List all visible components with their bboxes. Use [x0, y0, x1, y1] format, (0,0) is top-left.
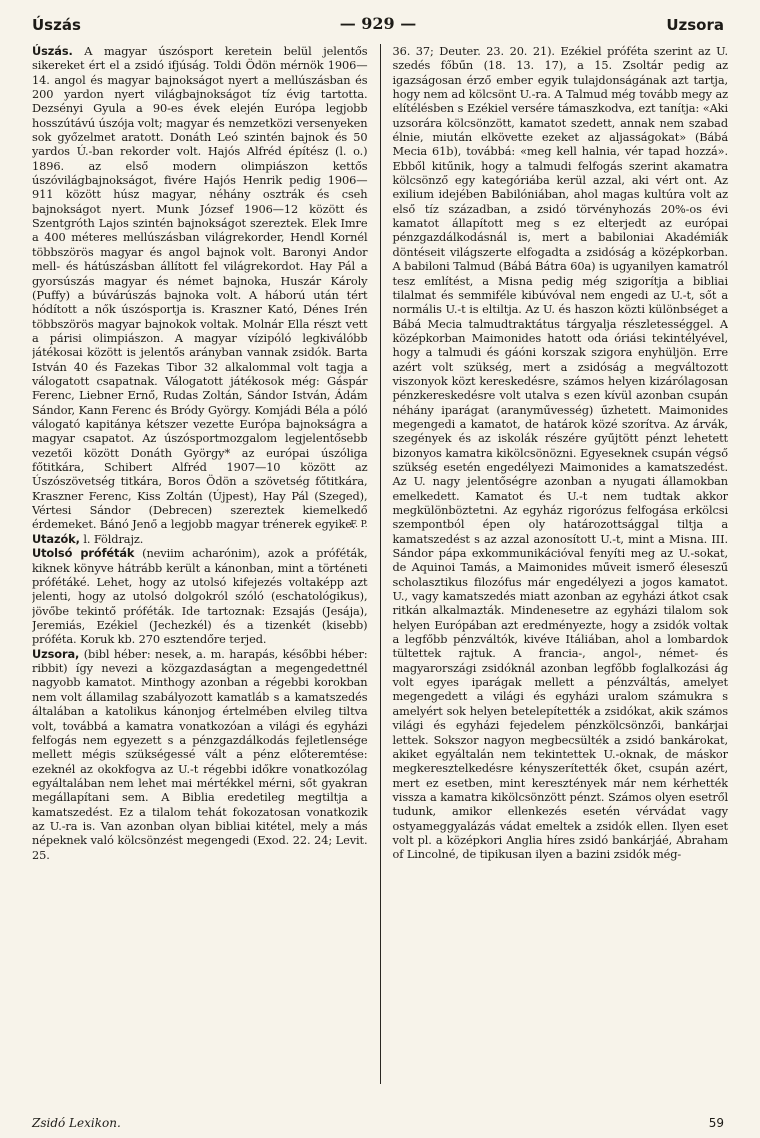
- entry-uzsora: [32, 647, 368, 862]
- entry-utolso-body: (neviim acharónim), azok a próféták, kiknek könyve hátrább került a kánonban, mint a történeti prófétáké. Lehet, hogy az utolsó kifejezés voltaképp azt jelenti, hogy az utolsó dolgokról szóló (eschatológikus), jövőbe tekintő próféták. Ide tartoznak: Ezsajás (Jesája), Jeremiás, Ezékiel (Jechezkél) és a tizenkét (kisebb) próféta. Koruk kb. 270 esztendőre terjed.: [32, 546, 368, 647]
- entry-utolso-profetak: [32, 546, 368, 646]
- entry-uzsora-continued: 36. 37; Deuter. 23. 20. 21). Ezékiel próféta szerint az U. szedés főbűn (18. 13. 17), a 15. Zsoltár pedig az igazságosan érző ember egyik tulajdonságának azt tartja, hogy nem ad kölcsönt U.-ra. A Talmud még tovább megy az elítélésben s Ezékiel versére támaszkodva, ezt tanítja: «Aki uzsorára kölcsönzött, kamatot szedett, annak nem szabad élnie, miután elkövette ezeket az aljasságokat» (Bábá Mecia 61b), továbbá: «meg kell halnia, vér tapad hozzá». Ebből kitűnik, hogy a talmudi felfogás szerint akamatra kölcsönző egy kategóriába kerül azzal, aki vért ont. Az exilium idejében Babilóniában, ahol magas kultúra volt az első tíz században, a zsidó törvényhozás 20%-os évi kamatot állapított meg s ez elterjedt az európai pénzgazdálkodásnál is, mert a babiloniai Akadémiák döntéseit világszerte elfogadta a zsidóság a középkorban. A babiloni Talmud (Bábá Bátra 60a) is ugyanilyen kamatról tesz említést, a Misna pedig még szigorítja a bibliai tilalmat és semmiféle kibúvóval nem engedi az U.-t, sőt a normális U.-t is eltiltja. Az U. és haszon közti különbséget a Bábá Mecia talmudtraktátus tárgyalja részletességgel. A középkorban Maimonides hatott oda óriási tekintélyével, hogy a talmudi és gáóni korszak szigora enyhüljön. Erre azért volt szükség, mert a zsidóság a megváltozott viszonyok közt kereskedésre, számos helyen kizárólagosan pénzkereskedésre volt utalva s ezen kívül azonban csupán néhány iparágat (aranyművesség) űzhetett. Maimonides megengedi a kamatot, de határok közé szorítva. Az árvák, szegények és az iskolák részére gyűjtött pénzt lehetett bizonyos kamatra kikölcsönözni. Egyeseknek csupán végső szükség esetén engedélyezi Maimonides a kamatszedést. Az U. nagy jelentőségre azonban a nyugati államokban emelkedett. Kamatot és U.-t nem tudtak akkor megkülönböztetni. Az egyház rigorózus felfogása erkölcsi szempontból épen oly határozottsággal tiltja a kamatszedést s az azzal azonosított U.-t, mint a Misna. III. Sándor pápa exkommunikációval fenyíti meg az U.-sokat, de Aquinoi Tamás, a Maimonides műveit ismerő éleseszű scholasztikus filozófus már engedélyezi a jogos kamatot. U., vagy kamatszedés miatt azonban az egyházi átkot csak ritkán alkalmazták. Mindenesetre az egyházi tilalom sok helyen Európában azt eredményezte, hogy a zsidók voltak a legfőbb pénzváltók, kivéve Itáliában, ahol a lombardok tültettek rajtuk. A francia-, angol-, német- és magyarországi zsidóknál azonban legfőbb foglalkozási ág volt egyes iparágak mellett a pénzváltás, amelyet megengedett a világi és egyházi uralom számukra s amelyért sok helyen betelepítették a zsidókat, akik számos világi és egyházi fejedelem pénzkölcsönzői, bankárjai lettek. Sokszor nagyon megbecsülték a zsidó bankárokat, akiket egyáltalán nem tekintettek U.-oknak, de máskor megkeresztelkedésre kényszerítették őket, csupán azért, mert ez esetben, mint keresztények már nem kérhették vissza a kamatra kikölcsönzött pénzt. Számos olyen esetről tudunk, amikor ellenkezés esetén vérvádat vagy ostyameggyalázás vádat emeltek a zsidók ellen. Ilyen eset volt pl. a középkori Anglia híres zsidó bankárjáé, Abraham of Lincolné, de tipikusan ilyen a bazini zsidók még-: [392, 44, 728, 862]
- running-head: [32, 14, 724, 38]
- entry-uszas: [32, 44, 368, 532]
- entry-uzsora-body: (bibl héber: nesek, a. m. harapás, későbbi héber: ribbit) így nevezi a közgazdaságtan a megengedettnél nagyobb kamatot. Minthogy azonban a régebbi korokban nem volt államilag szabályozott kamatláb s a kamatszedés általában a katolikus kánonjog értelmében elvileg tiltva volt, továbbá a kamatra vonatkozóan a világi és egyházi felfogás nem egyezett s a pénzgazdálkodás fejletlensége mellett mégis szükségessé vált a pénz előteremtése: ezeknél az okokfogva az U.-t régebbi időkre vonatkozólag egyáltalában nem lehet mai mértékkel mérni, sőt gyakran megállapítani sem. A Biblia eredetileg megtiltja a kamatszedést. Ez a tilalom tehát fokozatosan vonatkozik az U.-ra is. Van azonban olyan bibliai kitétel, mely a más népeknek való kölcsönzést megengedi (Exod. 22. 24; Levit. 25.: [32, 646, 368, 862]
- entry-uszas-signature: F. P.: [350, 519, 368, 530]
- header-right-keyword: Uzsora: [666, 16, 724, 34]
- footer-signature-number: 59: [708, 1116, 724, 1130]
- entry-uszas-body: A magyar úszósport keretein belül jelentős sikereket ért el a zsidó ifjúság. Toldi Ödön mérnök 1906—14. angol és magyar bajnokságot nyert a mellúszásban és 200 yardon nyert világbajnokságot tíz évig tartotta. Dezsényi Gyula a 90-es évek elején Európa legjobb hosszútávú úszója volt; magyar és nemzetközi versenyeken sok győzelmet aratott. Donáth Leó szintén bajnok és 50 yardos Ú.-ban rekorder volt. Hajós Alfréd építész (l. o.) 1896. az első modern olimpiászon kettős úszóvilágbajnokságot, fivére Hajós Henrik pedig 1906—911 között húsz magyar, néhány osztrák és cseh bajnokságot nyert. Munk József 1906—12 között és Szentgróth Lajos szintén bajnokságot szereztek. Elek Imre a 400 méteres mellúszásban világrekorder, Hendl Kornél többszörös magyar és angol bajnok volt. Baronyi Andor mell- és hátúszásban állított fel világrekordot. Hay Pál a gyorsúszás magyar és német bajnoka, Huszár Károly (Puffy) a búvárúszás bajnoka volt. A háború után tért hódított a nők úszósportja is. Kraszner Kató, Dénes Irén többszörös magyar bajnokok voltak. Molnár Ella részt vett a párisi olimpiászon. A magyar vízipóló legkiválóbb játékosai között is jelentős arányban vannak zsidók. Barta István 40 és Fazekas Tibor 32 alkalommal volt tagja a válogatott csapatnak. Válogatott játékosok még: Gáspár Ferenc, Liebner Ernő, Rudas Zoltán, Sándor István, Ádám Sándor, Kann Ferenc és Bródy György. Komjádi Béla a póló válogató kapitánya kétszer vezette Európa bajnokságra a magyar csapatot. Az úszósportmozgalom legjelentősebb vezetői között Donáth György* az európai úszóliga főtitkára, Schibert Alfréd 1907—10 között az Úszószövetség titkára, Boros Ödön a szövetség főtitkára, Kraszner Ferenc, Kiss Zoltán (Újpest), Hay Pál (Szeged), Vértesi Sándor (Debrecen) szereztek kiemelkedő érdemeket. Bánó Jenő a legjobb magyar trénerek egyike.: [32, 44, 368, 532]
- text-columns: [32, 44, 728, 1084]
- left-column: [32, 44, 381, 1084]
- entry-uzsora-head: Uzsora,: [32, 646, 80, 661]
- entry-utazok: [32, 532, 368, 546]
- entry-utazok-body: l. Földrajz.: [83, 532, 144, 547]
- entry-utolso-head: Utolsó próféták: [32, 546, 135, 561]
- header-page-number: — 929 —: [339, 14, 417, 33]
- entry-utazok-head: Utazók,: [32, 532, 80, 547]
- right-column: [381, 44, 729, 1084]
- footer-publication: Zsidó Lexikon.: [32, 1116, 121, 1130]
- entry-uszas-head: Úszás.: [32, 44, 73, 58]
- header-left-keyword: Úszás: [32, 16, 81, 34]
